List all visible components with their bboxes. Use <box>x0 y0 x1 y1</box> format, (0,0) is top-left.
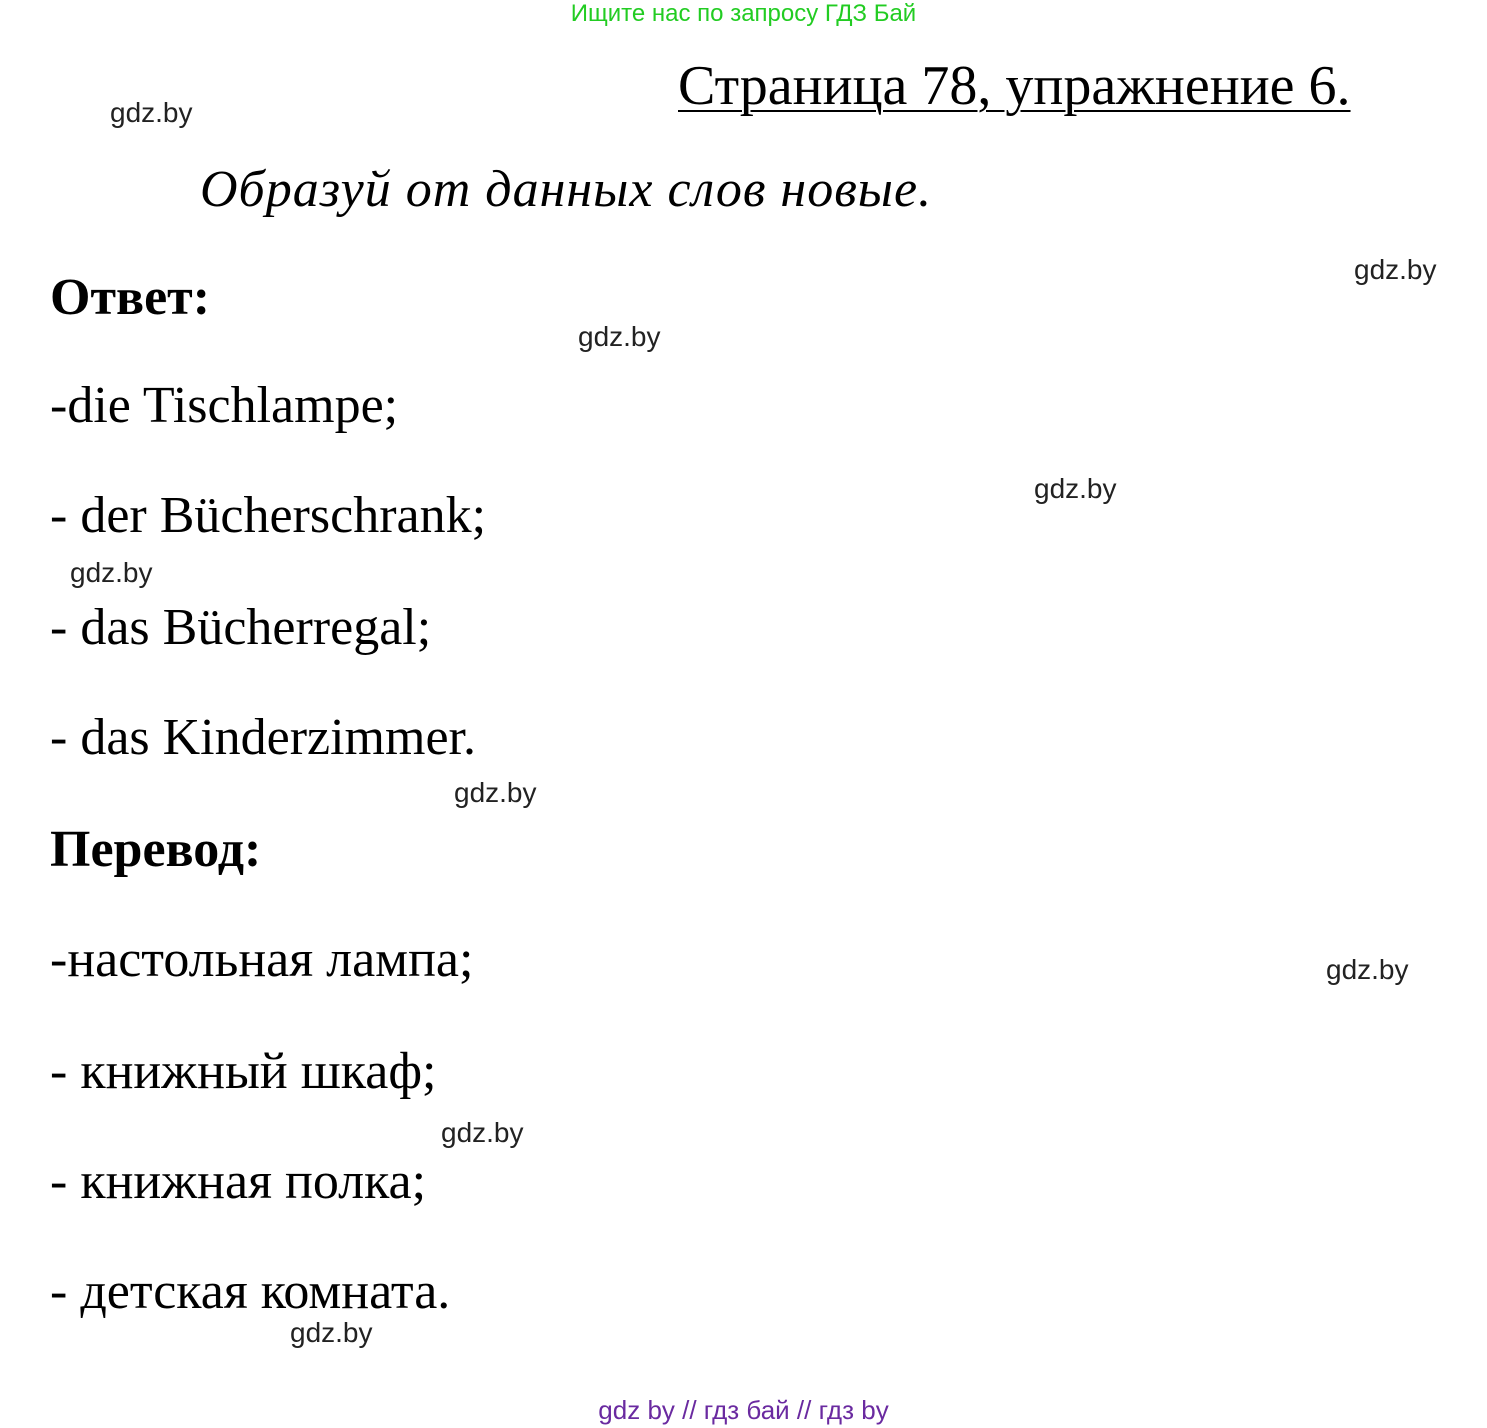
answer-item: - der Bücherschrank; <box>50 487 487 544</box>
translation-item: - книжная полка; <box>50 1153 427 1210</box>
translation-heading: Перевод: <box>50 821 262 878</box>
watermark: gdz.by <box>441 1117 524 1148</box>
answer-item: - das Bücherregal; <box>50 599 432 656</box>
answer-item: -die Tischlampe; <box>50 377 399 434</box>
watermark: gdz.by <box>1034 473 1117 504</box>
watermark: gdz.by <box>70 557 153 588</box>
watermark: gdz.by <box>110 97 193 128</box>
answer-item: - das Kinderzimmer. <box>50 709 476 766</box>
search-banner: Ищите нас по запросу ГДЗ Бай <box>570 0 917 27</box>
translation-item: - детская комната. <box>50 1263 451 1320</box>
watermark: gdz.by <box>1354 254 1437 285</box>
page-title: Страница 78, упражнение 6. <box>678 55 1351 117</box>
watermark: gdz.by <box>1326 954 1409 985</box>
watermark: gdz.by <box>290 1317 373 1348</box>
translation-item: -настольная лампа; <box>50 931 474 988</box>
footer-links: gdz by // гдз бай // гдз by <box>598 1395 889 1425</box>
answer-heading: Ответ: <box>50 269 211 326</box>
translation-item: - книжный шкаф; <box>50 1043 437 1100</box>
watermark: gdz.by <box>454 777 537 808</box>
task-text: Образуй от данных слов новые. <box>200 161 933 218</box>
watermark: gdz.by <box>578 321 661 352</box>
